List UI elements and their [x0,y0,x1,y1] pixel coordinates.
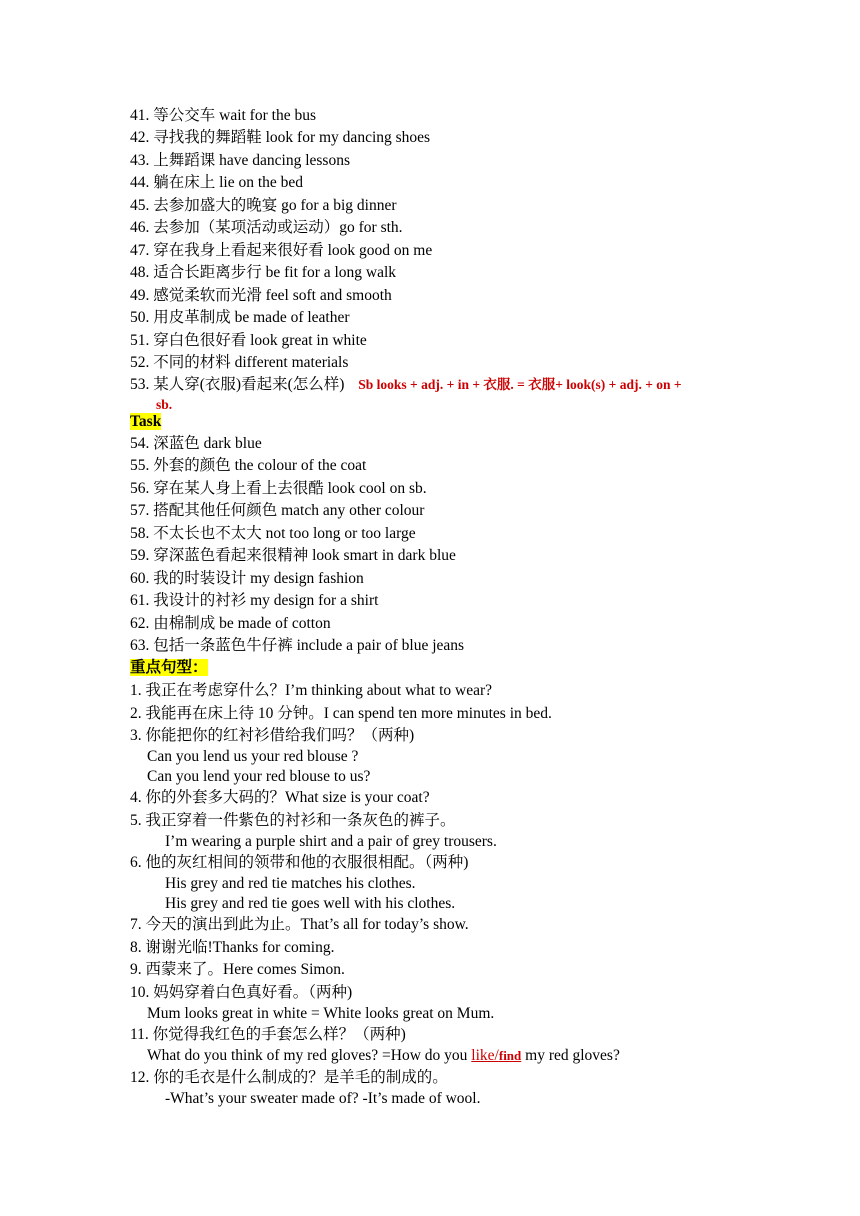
phrase-53-chinese: 53. 某人穿(衣服)看起来(怎么样) [130,376,345,393]
sentence-6: 6. 他的灰红相间的领带和他的衣服很相配。（两种) [130,854,469,871]
sentence-3-answer-a: Can you lend us your red blouse ? [147,748,359,765]
phrase-53 [130,375,682,395]
phrase-53-rule: Sb looks + adj. + in + 衣服. = 衣服+ look(s) + adj. + on + [358,377,682,392]
sentence-6-answer-a: His grey and red tie matches his clothes. [165,875,416,892]
sentence-1: 1. 我正在考虑穿什么？I’m thinking about what to wear? [130,682,493,699]
sentence-11-answer-start: What do you think of my red gloves? =How do you [147,1047,472,1064]
sentence-9: 9. 西蒙来了。Here comes Simon. [130,961,345,978]
sentence-5-answer: I’m wearing a purple shirt and a pair of grey trousers. [165,833,497,850]
sentences-heading-text: 重点句型： [130,659,208,676]
sentence-10-answer: Mum looks great in white = White looks great on Mum. [147,1005,495,1022]
sentence-11: 11. 你觉得我红色的手套怎么样？（两种) [130,1026,406,1043]
sentence-7: 7. 今天的演出到此为止。That’s all for today’s show. [130,916,469,933]
phrase-62: 62. 由棉制成 be made of cotton [130,615,331,632]
sentence-2: 2. 我能再在床上待 10 分钟。I can spend ten more minutes in bed. [130,705,552,722]
sentence-11-answer [147,1046,620,1066]
sentence-4: 4. 你的外套多大码的？What size is your coat? [130,789,430,806]
sentence-11-answer-end: my red gloves? [521,1047,620,1064]
sentence-8: 8. 谢谢光临!Thanks for coming. [130,939,335,956]
phrase-60: 60. 我的时装设计 my design fashion [130,570,364,587]
sentence-5: 5. 我正穿着一件紫色的衬衫和一条灰色的裤子。 [130,812,456,829]
sentence-12: 12. 你的毛衣是什么制成的？是羊毛的制成的。 [130,1069,448,1086]
phrase-61: 61. 我设计的衬衫 my design for a shirt [130,592,379,609]
sentence-3-answer-b: Can you lend your red blouse to us? [147,768,371,785]
phrase-41: 41. 等公交车 wait for the bus [130,107,316,124]
phrase-59: 59. 穿深蓝色看起来很精神 look smart in dark blue [130,547,456,564]
phrase-47: 47. 穿在我身上看起来很好看 look good on me [130,242,433,259]
phrase-63: 63. 包括一条蓝色牛仔裤 include a pair of blue jeans [130,637,465,654]
sentence-6-answer-b: His grey and red tie goes well with his clothes. [165,895,456,912]
phrase-50: 50. 用皮革制成 be made of leather [130,309,350,326]
task-heading [130,412,161,432]
phrase-54: 54. 深蓝色 dark blue [130,435,262,452]
like-link[interactable]: like/ [471,1047,499,1064]
phrase-48: 48. 适合长距离步行 be fit for a long walk [130,264,397,281]
phrase-52: 52. 不同的材料 different materials [130,354,349,371]
phrase-51: 51. 穿白色很好看 look great in white [130,332,367,349]
phrase-45: 45. 去参加盛大的晚宴 go for a big dinner [130,197,397,214]
sentences-heading [130,658,208,678]
sentence-3: 3. 你能把你的红衬衫借给我们吗？（两种) [130,727,415,744]
phrase-58: 58. 不太长也不太大 not too long or too large [130,525,416,542]
sentence-10: 10. 妈妈穿着白色真好看。（两种) [130,984,353,1001]
phrase-46: 46. 去参加（某项活动或运动）go for sth. [130,219,403,236]
phrase-56: 56. 穿在某人身上看上去很酷 look cool on sb. [130,480,427,497]
sentence-12-answer: -What’s your sweater made of? -It’s made of wool. [165,1090,481,1107]
phrase-43: 43. 上舞蹈课 have dancing lessons [130,152,350,169]
phrase-49: 49. 感觉柔软而光滑 feel soft and smooth [130,287,392,304]
phrase-42: 42. 寻找我的舞蹈鞋 look for my dancing shoes [130,129,431,146]
find-link[interactable]: find [498,1048,522,1063]
phrase-55: 55. 外套的颜色 the colour of the coat [130,457,367,474]
phrase-57: 57. 搭配其他任何颜色 match any other colour [130,502,425,519]
task-heading-text: Task [130,413,162,430]
phrase-53-rule-continued: sb. [156,397,173,412]
phrase-44: 44. 躺在床上 lie on the bed [130,174,304,191]
